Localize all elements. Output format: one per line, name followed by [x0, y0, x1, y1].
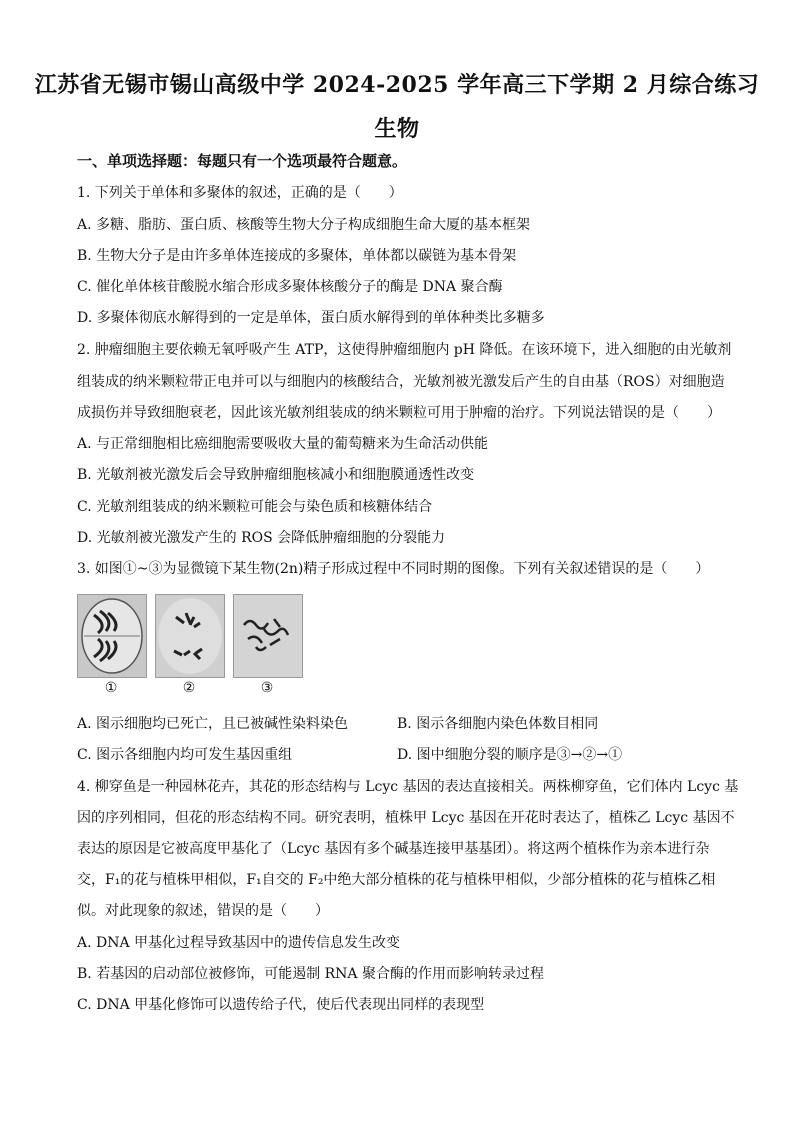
- micrograph-2: [155, 594, 225, 678]
- question-4-stem-line-1: 4. 柳穿鱼是一种园林花卉，其花的形态结构与 Lcyc 基因的表达直接相关。两株柳穿鱼，它们体内 Lcyc 基: [77, 779, 739, 795]
- question-4-option-c: C. DNA 甲基化修饰可以遗传给子代，使后代表现出同样的表现型: [77, 997, 485, 1013]
- question-4-stem-line-4: 交，F₁的花与植株甲相似，F₁自交的 F₂中绝大部分植株的花与植株甲相似，少部分植株的花与植株乙相: [77, 872, 716, 888]
- question-2-stem-line-1: 2. 肿瘤细胞主要依赖无氧呼吸产生 ATP，这使得肿瘤细胞内 pH 降低。在该环境下，进入细胞的由光敏剂: [77, 342, 732, 358]
- question-1-stem: 1. 下列关于单体和多聚体的叙述，正确的是（ ）: [77, 185, 403, 201]
- micrograph-1-label: ①: [104, 680, 118, 696]
- question-2-option-b: B. 光敏剂被光激发后会导致肿瘤细胞核减小和细胞膜通透性改变: [77, 467, 475, 483]
- question-4-stem-line-3: 表达的原因是它被高度甲基化了（Lcyc 基因有多个碱基连接甲基基团）。将这两个植株作为亲本进行杂: [77, 841, 710, 857]
- question-3-option-a: A. 图示细胞均已死亡，且已被碱性染料染色: [77, 716, 349, 732]
- question-2-option-d: D. 光敏剂被光激发产生的 ROS 会降低肿瘤细胞的分裂能力: [77, 530, 446, 546]
- document-title: 江苏省无锡市锡山高级中学 2024-2025 学年高三下学期 2 月综合练习: [34, 72, 760, 98]
- question-1-option-a: A. 多糖、脂肪、蛋白质、核酸等生物大分子构成细胞生命大厦的基本框架: [77, 217, 531, 233]
- micrograph-2-label: ②: [182, 680, 196, 696]
- question-4-stem-line-5: 似。对此现象的叙述，错误的是（ ）: [77, 903, 329, 919]
- micrograph-1: [77, 594, 147, 678]
- question-3-stem: 3. 如图①~③为显微镜下某生物(2n)精子形成过程中不同时期的图像。下列有关叙述错误的是（ ）: [77, 561, 710, 577]
- question-2-option-a: A. 与正常细胞相比癌细胞需要吸收大量的葡萄糖来为生命活动供能: [77, 436, 489, 452]
- question-1-option-d: D. 多聚体彻底水解得到的一定是单体，蛋白质水解得到的单体种类比多糖多: [77, 310, 545, 326]
- question-1-option-b: B. 生物大分子是由许多单体连接成的多聚体，单体都以碳链为基本骨架: [77, 248, 517, 264]
- micrograph-figure-group: [77, 594, 307, 704]
- question-2-stem-line-2: 组装成的纳米颗粒带正电并可以与细胞内的核酸结合，光敏剂被光激发后产生的自由基（ROS）对细胞造: [77, 374, 725, 390]
- question-3-option-b: B. 图示各细胞内染色体数目相同: [397, 716, 599, 732]
- micrograph-3: [233, 594, 303, 678]
- section-heading: 一、单项选择题：每题只有一个选项最符合题意。: [77, 152, 408, 170]
- question-4-option-a: A. DNA 甲基化过程导致基因中的遗传信息发生改变: [77, 935, 401, 951]
- question-2-stem-line-3: 成损伤并导致细胞衰老，因此该光敏剂组装成的纳米颗粒可用于肿瘤的治疗。下列说法错误的是（ ）: [77, 405, 721, 421]
- micrograph-3-label: ③: [260, 680, 274, 696]
- document-subject: 生物: [374, 116, 420, 142]
- question-1-option-c: C. 催化单体核苷酸脱水缩合形成多聚体核酸分子的酶是 DNA 聚合酶: [77, 279, 503, 295]
- question-4-stem-line-2: 因的序列相同，但花的形态结构不同。研究表明，植株甲 Lcyc 基因在开花时表达了，植株乙 Lcyc 基因不: [77, 810, 735, 826]
- question-4-option-b: B. 若基因的启动部位被修饰，可能遏制 RNA 聚合酶的作用而影响转录过程: [77, 966, 544, 982]
- question-3-option-c: C. 图示各细胞内均可发生基因重组: [77, 747, 293, 763]
- question-2-option-c: C. 光敏剂组装成的纳米颗粒可能会与染色质和核糖体结合: [77, 499, 433, 515]
- question-3-option-d: D. 图中细胞分裂的顺序是③→②→①: [397, 747, 623, 763]
